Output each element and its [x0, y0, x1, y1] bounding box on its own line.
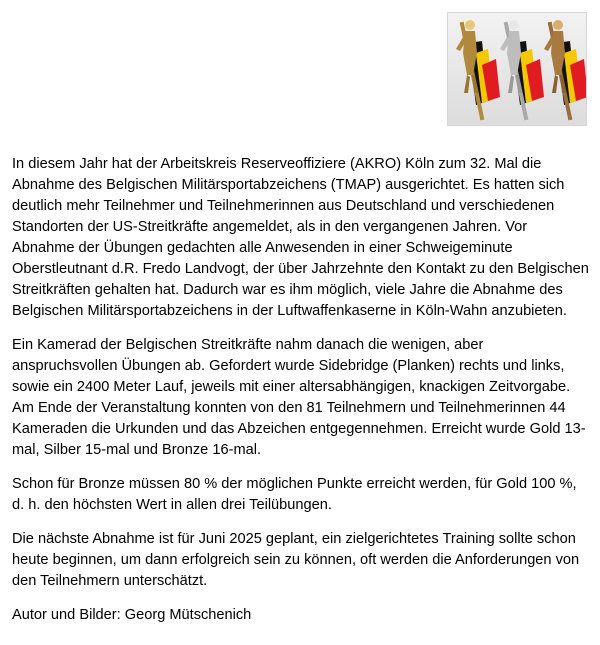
paragraph-exercises: Ein Kamerad der Belgischen Streitkräfte nahm danach die wenigen, aber anspruchsvollen Übungen ab. Gefordert wurde Sidebridge (Planken) rechts und links, sowie ein 2400 Meter Lauf, jeweils mit einer altersabhängigen, knackigen Zeitvorgabe. Am Ende der Veranstaltung konnten von den 81 Teilnehmern und Teilnehmerinnen 44 Kameraden die Urkunden und das Abzeichen entgegennehmen. Erreicht wurde Gold 13-mal, Silber 15-mal und Bronze 16-mal.: [12, 337, 586, 458]
author-credit: Autor und Bilder: Georg Mütschenich: [12, 607, 252, 623]
badges-photo: [447, 12, 587, 126]
paragraph-requirements: Schon für Bronze müssen 80 % der möglichen Punkte erreicht werden, für Gold 100 %, d. h. den höchsten Wert in allen drei Teilübungen.: [12, 476, 577, 513]
article-body: [12, 154, 590, 639]
paragraph-next-event: Die nächste Abnahme ist für Juni 2025 geplant, ein zielgerichtetes Training sollte schon heute beginnen, um dann erfolgreich sein zu können, oft werden die Anforderungen von den Teilnehmern unterschätzt.: [12, 531, 580, 589]
badges-icon: [448, 13, 586, 125]
paragraph-intro: In diesem Jahr hat der Arbeitskreis Reserveoffiziere (AKRO) Köln zum 32. Mal die Abnahme des Belgischen Militärsportabzeichens (TMAP) ausgerichtet. Es hatten sich deutlich mehr Teilnehmer und Teilnehmerinnen aus Deutschland und verschiedenen Standorten der US-Streitkräfte angemeldet, als in den vergangenen Jahren. Vor Abnahme der Übungen gedachten alle Anwesenden in einer Schweigeminute Oberstleutnant d.R. Fredo Landvogt, der über Jahrzehnte den Kontakt zu den Belgischen Streitkräften gehalten hat. Dadurch war es ihm möglich, viele Jahre die Abnahme des Belgischen Militärsportabzeichens in der Luftwaffenkaserne in Köln-Wahn anzubieten.: [12, 156, 589, 319]
